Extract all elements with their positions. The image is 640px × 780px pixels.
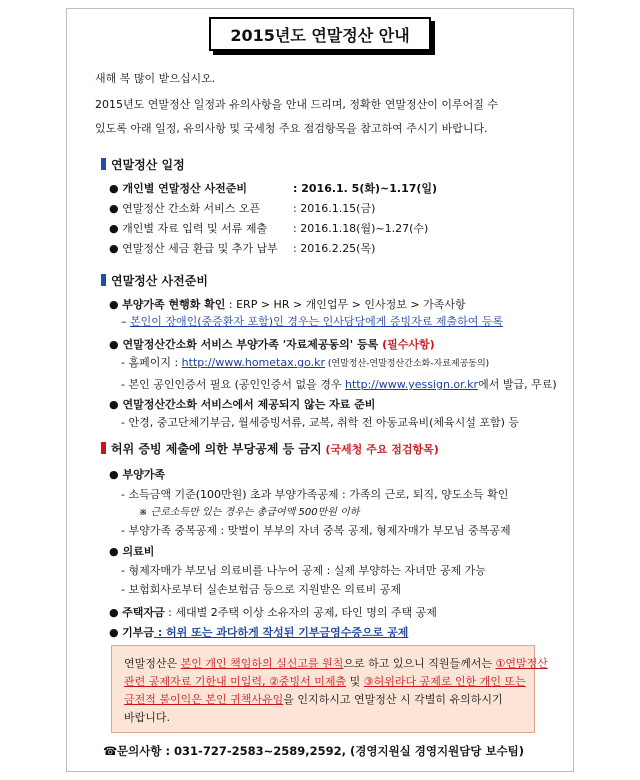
claims-housing: ● 주택자금 : 세대별 2주택 이상 소유자의 공제, 타인 명의 주택 공제	[109, 606, 437, 619]
schedule-date: : 2016.1.18(월)~1.27(수)	[293, 222, 429, 235]
notice-line-3: 금전적 불이익은 본인 귀책사유임을 인지하시고 연말정산 시 각별히 유의하시기	[124, 693, 503, 706]
claims-medical-sub2: - 보험회사로부터 실손보험금 등으로 지원받은 의료비 공제	[121, 583, 401, 596]
yessign-link[interactable]: http://www.yessign.or.kr	[345, 378, 479, 391]
phone-icon: ☎	[103, 744, 118, 758]
prep-item-extra-docs: ● 연말정산간소화 서비스에서 제공되지 않는 자료 준비	[109, 398, 376, 411]
claims-dependents-sub1: - 소득금액 기준(100만원) 초과 부양가족공제 : 가족의 근로, 퇴직, 양도소득 확인	[121, 488, 509, 501]
claims-dependents: ● 부양가족	[109, 468, 165, 481]
intro-line-2: 있도록 아래 일정, 유의사항 및 국세청 주요 점검항목을 참고하여 주시기 바랍니다.	[95, 122, 488, 135]
section-marker-icon	[101, 274, 106, 286]
schedule-item: ● 연말정산 간소화 서비스 오픈	[109, 202, 261, 215]
section-marker-icon	[101, 442, 106, 454]
section-schedule-heading: 연말정산 일정	[101, 157, 185, 173]
document-title: 2015년도 연말정산 안내	[209, 17, 431, 51]
prep-item-dependents: ● 부양가족 현행화 확인 : ERP > HR > 개인업무 > 인사정보 > 가족사항	[109, 298, 466, 311]
greeting: 새해 복 많이 받으십시오.	[95, 72, 216, 85]
intro-line-1: 2015년도 연말정산 일정과 유의사항을 안내 드리며, 정확한 연말정산이 이루어질 수	[95, 98, 498, 111]
responsibility-notice	[111, 645, 548, 733]
claims-dependents-sub2: - 부양가족 중복공제 : 맞벌이 부부의 자녀 중복 공제, 형제자매가 부모님 중복공제	[121, 524, 511, 537]
prep-item-extra-docs-list: - 안경, 중고단체기부금, 월세증빙서류, 교복, 취학 전 아동교육비(체육시설 포함) 등	[121, 416, 520, 429]
prep-item-consent: ● 연말정산간소화 서비스 부양가족 '자료제공동의' 등록 (필수사항)	[109, 338, 435, 351]
notice-line-2: 관련 공제자료 기한내 미입력, ②중빙서 미제출 및 ③허위라다 공제로 인한 개인 또는	[124, 675, 526, 688]
prep-item-consent-cert: - 본인 공인인증서 필요 (공인인증서 없을 경우 http://www.yessign.or.kr에서 발급, 무료)	[121, 378, 557, 391]
contact-info: ☎문의사항 : 031-727-2583~2589,2592, (경영지원실 경영지원담당 보수팀)	[103, 744, 525, 758]
notice-line-1: 연말정산은 본인 개인 책임하의 실신고를 원칙으로 하고 있으니 직원들께서는 ①연말정산	[124, 657, 548, 670]
hometax-link[interactable]: http://www.hometax.go.kr	[181, 356, 325, 369]
notice-line-4: 바랍니다.	[124, 711, 171, 724]
section-false-claims-heading: 허위 증빙 제출에 의한 부당공제 등 금지 (국세청 주요 점검항목)	[101, 441, 439, 458]
claims-medical-sub1: - 형제자매가 부모님 의료비를 나누어 공제 : 실제 부양하는 자녀만 공제 가능	[121, 564, 486, 577]
claims-donation: ● 기부금 : 허위 또는 과다하게 작성된 기부금영수증으로 공제	[109, 626, 409, 639]
schedule-date: : 2016.1. 5(화)~1.17(일)	[293, 182, 438, 195]
prep-item-dependents-note: – 본인이 장애인(중증환자 포함)인 경우는 인사담당에게 증빙자료 제출하여 등록	[121, 315, 504, 328]
section-prep-heading: 연말정산 사전준비	[101, 273, 208, 289]
section-marker-icon	[101, 158, 106, 170]
schedule-item: ● 개인별 연말정산 사전준비	[109, 182, 247, 195]
claims-dependents-note: ※ 근로소득만 있는 경우는 총급여액 500만원 이하	[139, 507, 360, 518]
schedule-item: ● 개인별 자료 입력 및 서류 제출	[109, 222, 268, 235]
schedule-date: : 2016.1.15(금)	[293, 202, 376, 215]
prep-item-consent-homepage: - 홈페이지 : http://www.hometax.go.kr (연말정산-연말정산간소화-자료제공동의)	[121, 356, 490, 369]
schedule-date: : 2016.2.25(목)	[293, 242, 376, 255]
claims-medical: ● 의료비	[109, 545, 155, 558]
schedule-item: ● 연말정산 세금 환급 및 추가 납부	[109, 242, 278, 255]
notice-document	[66, 8, 574, 772]
